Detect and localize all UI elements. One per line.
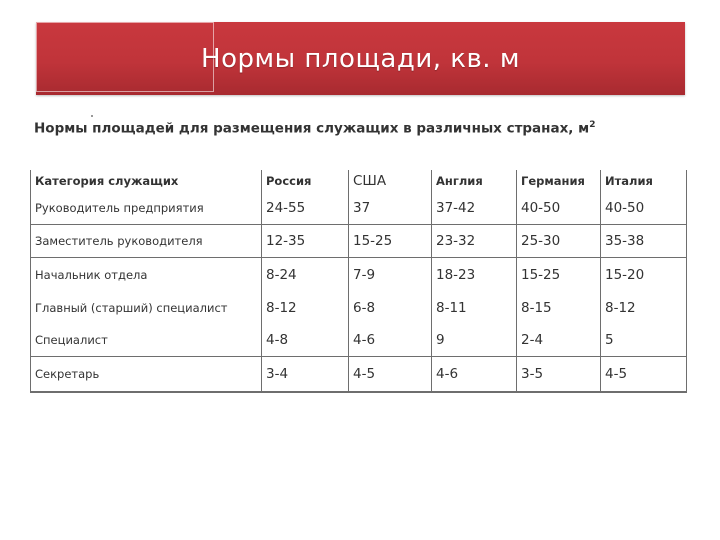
header-italy: Италия (601, 170, 687, 192)
cell-germany: 8-15 (517, 292, 601, 324)
cell-italy: 35-38 (601, 225, 687, 258)
header-england: Англия (432, 170, 517, 192)
cell-russia: 24-55 (262, 192, 349, 225)
table-caption-text: Нормы площадей для размещения служащих в различных странах, м (34, 120, 590, 137)
cell-england: 23-32 (432, 225, 517, 258)
cell-russia: 12-35 (262, 225, 349, 258)
header-russia: Россия (262, 170, 349, 192)
cell-russia: 3-4 (262, 357, 349, 393)
cell-category: Начальник отдела (31, 258, 262, 293)
cell-germany: 3-5 (517, 357, 601, 393)
header-germany: Германия (517, 170, 601, 192)
cell-england: 37-42 (432, 192, 517, 225)
table-caption-sup: 2 (589, 120, 596, 130)
cell-russia: 8-12 (262, 292, 349, 324)
cell-usa: 7-9 (349, 258, 432, 293)
slide-title: Нормы площади, кв. м (201, 43, 520, 74)
table-row (31, 324, 687, 357)
cell-italy: 40-50 (601, 192, 687, 225)
table-header-row (31, 170, 687, 192)
cell-england: 8-11 (432, 292, 517, 324)
table-row (31, 292, 687, 324)
table-caption (34, 120, 674, 137)
cell-germany: 40-50 (517, 192, 601, 225)
cell-usa: 4-6 (349, 324, 432, 357)
decor-dot (91, 115, 93, 117)
cell-germany: 25-30 (517, 225, 601, 258)
cell-usa: 37 (349, 192, 432, 225)
cell-italy: 5 (601, 324, 687, 357)
cell-category: Главный (старший) специалист (31, 292, 262, 324)
cell-usa: 6-8 (349, 292, 432, 324)
cell-category: Руководитель предприятия (31, 192, 262, 225)
cell-usa: 4-5 (349, 357, 432, 393)
cell-germany: 2-4 (517, 324, 601, 357)
table-row (31, 258, 687, 293)
cell-england: 9 (432, 324, 517, 357)
cell-usa: 15-25 (349, 225, 432, 258)
cell-england: 18-23 (432, 258, 517, 293)
cell-category: Заместитель руководителя (31, 225, 262, 258)
table-row (31, 225, 687, 258)
cell-italy: 8-12 (601, 292, 687, 324)
cell-italy: 15-20 (601, 258, 687, 293)
table-row (31, 192, 687, 225)
cell-category: Специалист (31, 324, 262, 357)
cell-germany: 15-25 (517, 258, 601, 293)
header-usa: США (349, 170, 432, 192)
area-norms-table (30, 170, 687, 393)
cell-russia: 4-8 (262, 324, 349, 357)
cell-england: 4-6 (432, 357, 517, 393)
cell-category: Секретарь (31, 357, 262, 393)
cell-russia: 8-24 (262, 258, 349, 293)
cell-italy: 4-5 (601, 357, 687, 393)
header-category: Категория служащих (31, 170, 262, 192)
table-row (31, 357, 687, 393)
